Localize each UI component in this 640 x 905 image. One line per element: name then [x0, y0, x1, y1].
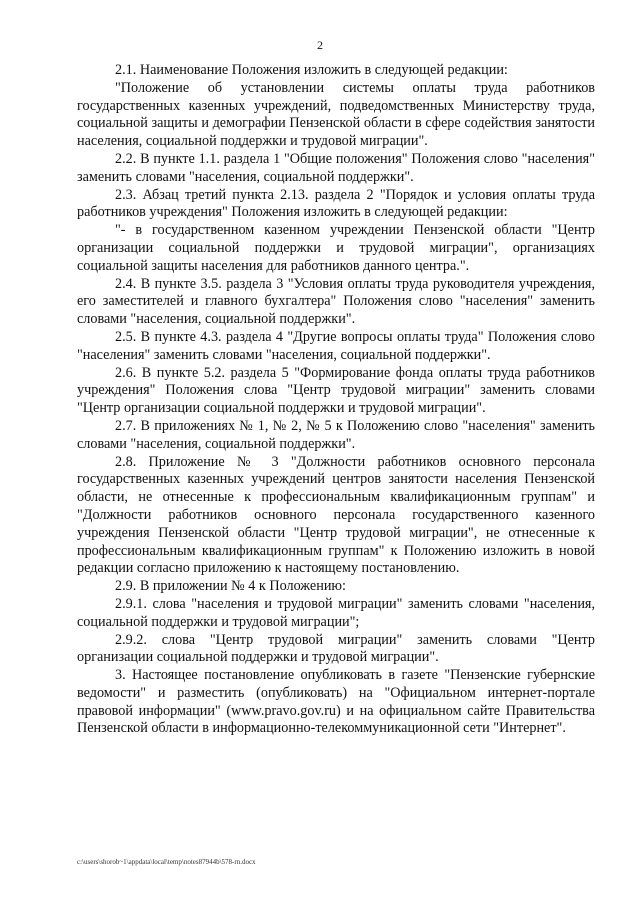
paragraph-2-4: 2.4. В пункте 3.5. раздела 3 "Условия оплаты труда руководителя учреждения, его заместителей и главного бухгалтера" Положения слово "населения" заменить словами "населения, социальной поддержки". — [77, 275, 595, 328]
paragraph-2-5: 2.5. В пункте 4.3. раздела 4 "Другие вопросы оплаты труда" Положения слово "населения" заменить словами "населения, социальной поддержки". — [77, 328, 595, 363]
paragraph-2-7: 2.7. В приложениях № 1, № 2, № 5 к Положению слово "населения" заменить словами "населения, социальной поддержки". — [77, 417, 595, 452]
paragraph-2-9: 2.9. В приложении № 4 к Положению: — [115, 578, 346, 595]
document-body — [77, 62, 595, 738]
paragraph-2-3: 2.3. Абзац третий пункта 2.13. раздела 2 "Порядок и условия оплаты труда работников учреждения" Положения изложить в следующей редакции: — [77, 186, 595, 221]
paragraph-3: 3. Настоящее постановление опубликовать в газете "Пензенские губернские ведомости" и разместить (опубликовать) на "Официальном интернет-портале правовой информации" (www.pravo.gov.ru) и на официальном сайте Правительства Пензенской области в информационно-телекоммуникационной сети "Интернет". — [77, 667, 595, 737]
paragraph-2-8: 2.8. Приложение № 3 "Должности работников основного персонала государственных казенных учреждений центров занятости населения Пензенской области, не отнесенные к профессиональным квалификационным группам" и "Должности работников основного персонала государственного казенного учреждения Пензенской области "Центр трудовой миграции", не отнесенные к профессиональным квалификационным группам" к Положению изложить в новой редакции согласно приложению к настоящему постановлению. — [77, 453, 595, 577]
paragraph-2-9-1: 2.9.1. слова "населения и трудовой миграции" заменить словами "населения, социальной поддержки и трудовой миграции"; — [77, 595, 595, 630]
paragraph-2-9-2: 2.9.2. слова "Центр трудовой миграции" заменить словами "Центр организации социальной поддержки и трудовой миграции". — [77, 631, 595, 666]
paragraph-2-3-quote: "- в государственном казенном учреждении Пензенской области "Центр организации социальной поддержки и трудовой миграции", организациях социальной защиты населения для работников данного центра.". — [77, 222, 595, 274]
paragraph-2-6: 2.6. В пункте 5.2. раздела 5 "Формирование фонда оплаты труда работников учреждения" Положения слова "Центр трудовой миграции" заменить словами "Центр организации социальной поддержки и трудовой миграции". — [77, 364, 595, 417]
paragraph-2-1: 2.1. Наименование Положения изложить в следующей редакции: — [115, 62, 508, 78]
paragraph-2-2: 2.2. В пункте 1.1. раздела 1 "Общие положения" Положения слово "населения" заменить словами "населения, социальной поддержки". — [77, 150, 595, 185]
footer-file-path: c:\users\shorob~1\appdata\local\temp\notes87944b\578-rn.docx — [77, 858, 256, 866]
paragraph-2-1-quote: "Положение об установлении системы оплаты труда работников государственных казенных учреждений, подведомственных Министерству труда, социальной защиты и демографии Пензенской области в сфере содействия занятости населения, социальной поддержки и трудовой миграции". — [77, 79, 595, 150]
page-number: 2 — [317, 38, 323, 52]
